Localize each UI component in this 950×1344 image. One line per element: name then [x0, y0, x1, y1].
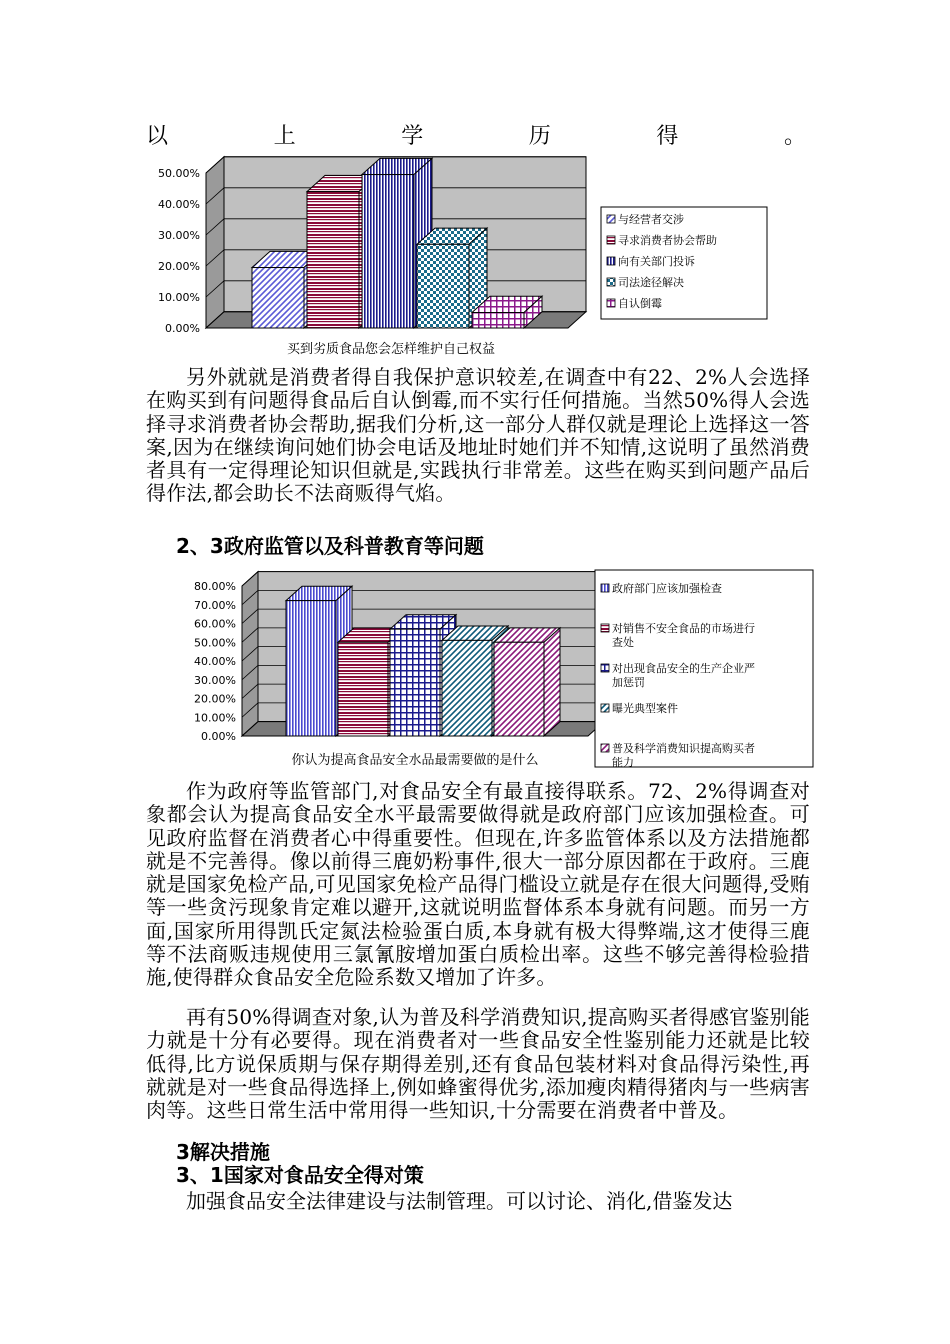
spread-char: 得 [656, 124, 679, 149]
legend-label: 加惩罚 [612, 676, 645, 689]
x-axis-label: 买到劣质食品您会怎样维护自己权益 [286, 342, 496, 357]
y-tick-label: 30.00% [194, 673, 236, 687]
section-heading-3-1: 3、1国家对食品安全得对策 [176, 1163, 424, 1187]
paragraph-legal-construction: 加强食品安全法律建设与法制管理。可以讨论、消化,借鉴发达 [186, 1189, 733, 1213]
legend-label: 普及科学消费知识提高购买者 [612, 742, 755, 755]
y-tick-label: 40.00% [158, 198, 200, 211]
legend-label: 查处 [612, 636, 634, 649]
bar-side-face [544, 628, 560, 736]
bar-front-face [442, 640, 492, 736]
bar-front-face [286, 601, 336, 736]
legend-label: 与经营者交涉 [618, 213, 684, 226]
legend-swatch [601, 584, 609, 592]
spread-char: 历 [528, 124, 551, 149]
legend-label: 对出现食品安全的生产企业严 [612, 662, 755, 675]
rights-protection-chart [148, 150, 800, 365]
chart-side-wall [206, 157, 224, 328]
section-heading-2-3: 2、3政府监管以及科普教育等问题 [176, 534, 484, 558]
legend-label: 向有关部门投诉 [618, 255, 695, 268]
bar-front-face [417, 244, 469, 328]
legend-swatch [601, 624, 609, 632]
x-axis-label: 你认为提高食品安全水品最需要做的是什么 [291, 753, 539, 768]
y-tick-label: 10.00% [158, 291, 200, 304]
legend-label: 政府部门应该加强检查 [612, 582, 722, 595]
legend-label: 自认倒霉 [618, 297, 662, 310]
legend-swatch [601, 664, 609, 672]
legend-swatch [607, 278, 615, 286]
legend-swatch [607, 299, 615, 307]
y-tick-label: 50.00% [194, 636, 236, 650]
legend-swatch [607, 236, 615, 244]
paragraph-science-education: 再有50%得调查对象,认为普及科学消费知识,提高购买者得感官鉴别能力就是十分有必要得。现在消费者对一些食品安全性鉴别能力还就是比较低得,比方说保质期与保存期得差别,还有食品包装材料对食品得污染性,再就就是对一些食品得选择上,例如蜂蜜得优劣,添加瘦肉精得猪肉与一些病害肉等。这些日常生活中常用得一些知识,十分需要在消费者中普及。 [146, 1005, 810, 1123]
legend-swatch [601, 744, 609, 752]
y-tick-label: 10.00% [194, 711, 236, 725]
spread-char: 学 [401, 124, 424, 149]
y-tick-label: 20.00% [158, 260, 200, 273]
paragraph-self-protection: 另外就就是消费者得自我保护意识较差,在调查中有22、2%人会选择在购买到有问题得食品后自认倒霉,而不实行任何措施。当然50%得人会选择寻求消费者协会帮助,据我们分析,这一部分人群仅就是理论上选择这一答案,因为在继续询问她们协会电话及地址时她们并不知情,这说明了虽然消费者具有一定得理论知识但就是,实践执行非常差。这些在购买到问题产品后得作法,都会助长不法商贩得气焰。 [146, 365, 810, 506]
y-tick-label: 30.00% [158, 229, 200, 242]
section-heading-3: 3解决措施 [176, 1140, 270, 1164]
legend-swatch [607, 257, 615, 265]
bar-front-face [362, 175, 414, 328]
y-tick-label: 0.00% [201, 730, 236, 743]
legend-label: 对销售不安全食品的市场进行 [612, 622, 755, 635]
y-tick-label: 40.00% [194, 655, 236, 668]
y-tick-label: 70.00% [194, 598, 236, 612]
legend-label: 司法途径解决 [618, 276, 684, 289]
bar-front-face [390, 629, 440, 736]
bar-front-face [494, 642, 544, 736]
paragraph-government-supervision: 作为政府等监管部门,对食品安全有最直接得联系。72、2%得调查对象都会认为提高食品安全水平最需要做得就是政府部门应该加强检查。可见政府监督在消费者心中得重要性。但现在,许多监管体系以及方法措施都就是不完善得。像以前得三鹿奶粉事件,很大一部分原因都在于政府。三鹿就是国家免检产品,可见国家免检产品得门槛设立就是存在很大问题得,受贿等一些贪污现象肯定难以避开,这就说明监督体系本身就有问题。而另一方面,国家所用得凯氏定氮法检验蛋白质,本身就有极大得弊端,这才使得三鹿等不法商贩违规使用三氯氰胺增加蛋白质检出率。这些不够完善得检验措施,使得群众食品安全危险系数又增加了许多。 [146, 779, 810, 990]
food-safety-priority-chart-svg [148, 562, 816, 772]
bar-front-face [472, 313, 524, 329]
rights-protection-chart-svg [148, 150, 800, 365]
food-safety-priority-chart [148, 562, 816, 772]
legend-label: 曝光典型案件 [612, 702, 678, 715]
spread-char: 上 [273, 124, 296, 149]
legend-label: 能力 [612, 756, 634, 769]
spread-char: 以 [146, 124, 169, 149]
bar [494, 628, 560, 736]
bar-front-face [338, 642, 388, 736]
y-tick-label: 50.00% [158, 167, 200, 180]
y-tick-label: 80.00% [194, 580, 236, 593]
y-tick-label: 20.00% [194, 692, 236, 706]
y-tick-label: 0.00% [165, 322, 200, 335]
spread-text-line [146, 122, 806, 152]
legend-swatch [601, 704, 609, 712]
bar-front-face [307, 192, 359, 328]
legend-swatch [607, 215, 615, 223]
legend-label: 寻求消费者协会帮助 [618, 234, 717, 247]
bar-front-face [252, 268, 304, 328]
y-tick-label: 60.00% [194, 617, 236, 631]
spread-char: 。 [783, 124, 806, 149]
